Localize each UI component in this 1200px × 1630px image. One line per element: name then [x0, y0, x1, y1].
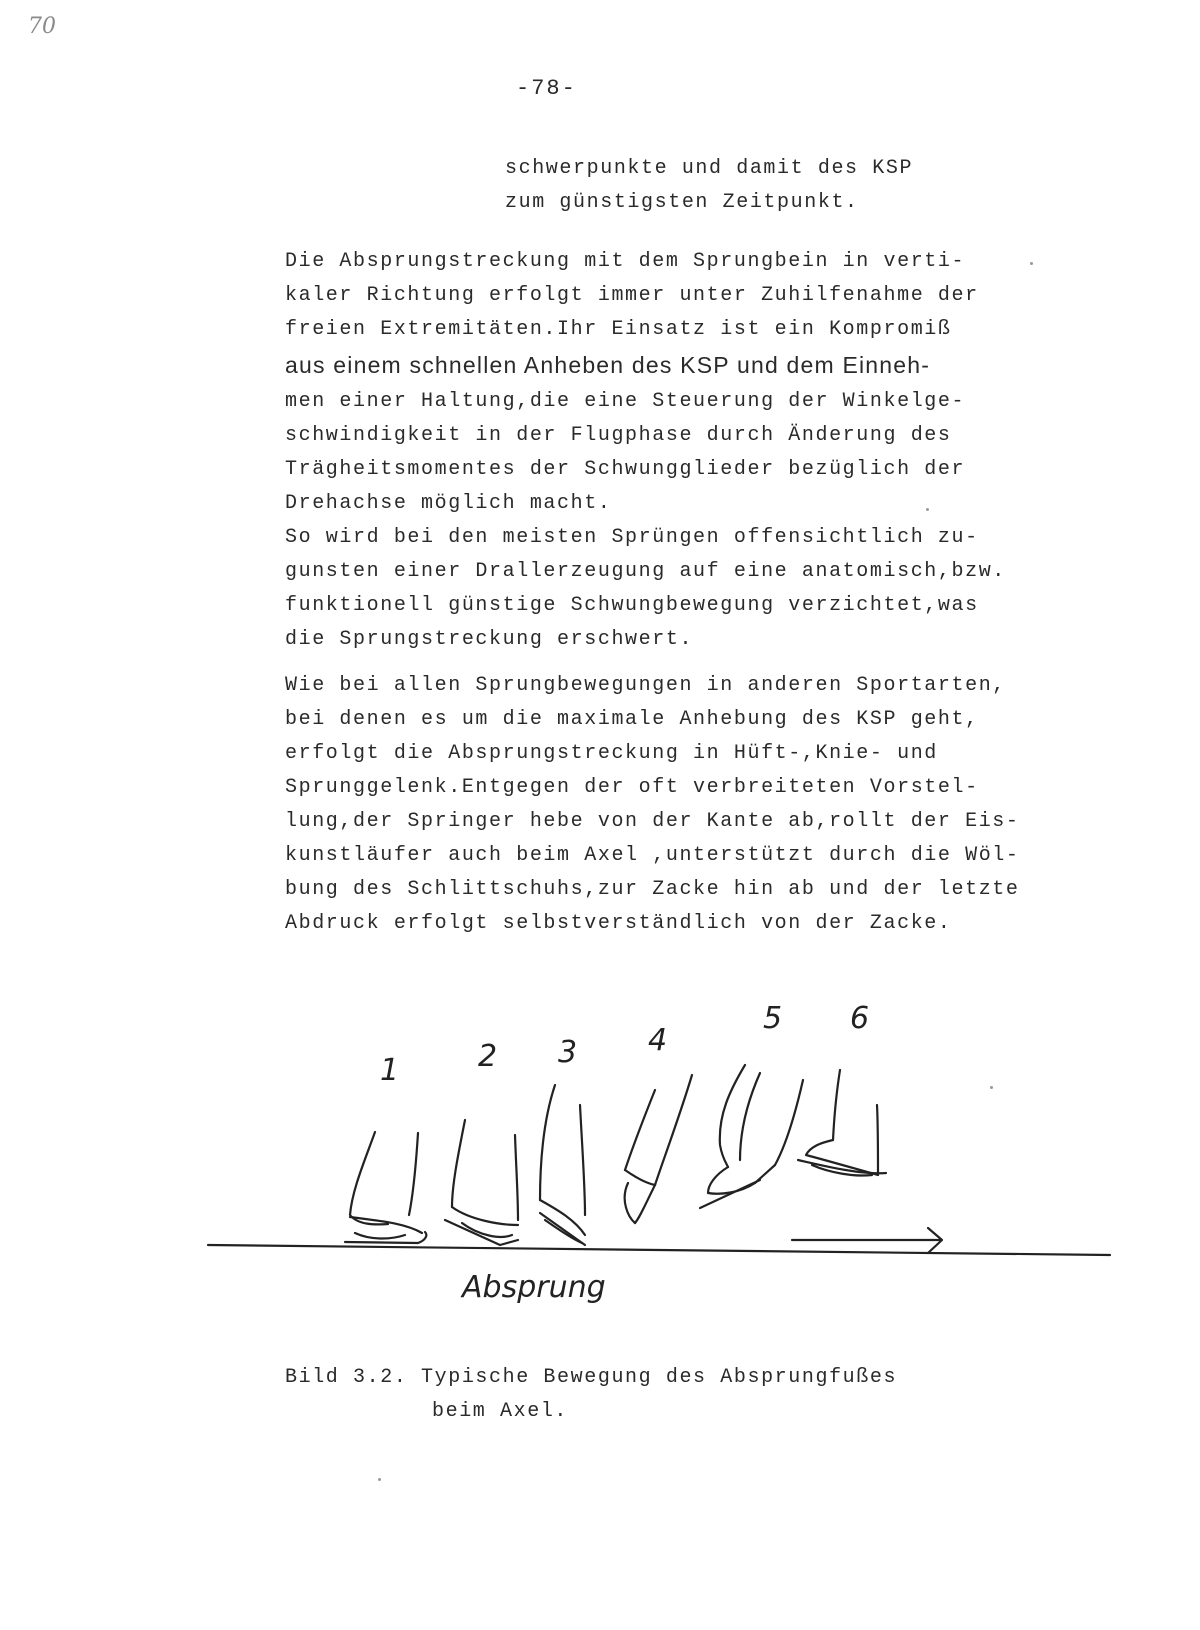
text-line: freien Extremitäten.Ihr Einsatz ist ein Kompromiß	[285, 318, 952, 341]
phase-number: 3	[558, 1035, 578, 1070]
text-line: Trägheitsmomentes der Schwungglieder bezüglich der	[285, 458, 966, 481]
text-line: funktionell günstige Schwungbewegung verzichtet,was	[285, 594, 979, 617]
text-line: kunstläufer auch beim Axel ,unterstützt durch die Wöl-	[285, 844, 1020, 867]
text-line: zum günstigsten Zeitpunkt.	[505, 191, 859, 214]
phase-number: 6	[850, 1001, 870, 1036]
text-line: schwerpunkte und damit des KSP	[505, 157, 914, 180]
figure-label: Absprung	[462, 1270, 606, 1305]
text-line: schwindigkeit in der Flugphase durch Änderung des	[285, 424, 952, 447]
phase-number: 5	[763, 1001, 783, 1036]
ice-line	[208, 1245, 1110, 1255]
figure-caption: Bild 3.2. Typische Bewegung des Absprungfußes	[285, 1366, 898, 1389]
speck	[926, 508, 929, 511]
phase-number: 2	[478, 1039, 498, 1074]
figure-caption-continued: beim Axel.	[432, 1400, 569, 1423]
page-number: -78-	[516, 76, 577, 101]
text-line: Drehachse möglich macht.	[285, 492, 612, 515]
skate-foot-3	[540, 1085, 585, 1245]
text-line: So wird bei den meisten Sprüngen offensichtlich zu-	[285, 526, 979, 549]
skate-foot-4	[625, 1075, 692, 1223]
speck	[1030, 262, 1033, 265]
skating-takeoff-figure	[200, 1001, 1120, 1335]
text-line: Abdruck erfolgt selbstverständlich von der Zacke.	[285, 912, 952, 935]
phase-number: 1	[380, 1053, 400, 1088]
text-line: bei denen es um die maximale Anhebung des KSP geht,	[285, 708, 979, 731]
text-line: gunsten einer Drallerzeugung auf eine anatomisch,bzw.	[285, 560, 1006, 583]
skate-foot-1	[345, 1132, 426, 1243]
text-line: bung des Schlittschuhs,zur Zacke hin ab und der letzte	[285, 878, 1020, 901]
skate-foot-5	[700, 1065, 803, 1208]
text-line: aus einem schnellen Anheben des KSP und dem Einneh-	[285, 352, 931, 378]
skate-foot-6	[798, 1070, 886, 1176]
text-line: Sprunggelenk.Entgegen der oft verbreiteten Vorstel-	[285, 776, 979, 799]
text-line: Die Absprungstreckung mit dem Sprungbein in verti-	[285, 250, 966, 273]
text-line: kaler Richtung erfolgt immer unter Zuhilfenahme der	[285, 284, 979, 307]
corner-pencil-mark: 70	[28, 14, 56, 39]
text-line: lung,der Springer hebe von der Kante ab,rollt der Eis-	[285, 810, 1020, 833]
phase-number: 4	[648, 1023, 668, 1058]
speck	[378, 1478, 381, 1481]
skate-foot-2	[445, 1120, 518, 1245]
text-line: die Sprungstreckung erschwert.	[285, 628, 694, 651]
figure-drawing	[200, 1035, 1120, 1335]
text-line: erfolgt die Absprungstreckung in Hüft-,Knie- und	[285, 742, 938, 765]
text-line: men einer Haltung,die eine Steuerung der Winkelge-	[285, 390, 966, 413]
text-line: Wie bei allen Sprungbewegungen in anderen Sportarten,	[285, 674, 1006, 697]
speck	[990, 1086, 993, 1089]
